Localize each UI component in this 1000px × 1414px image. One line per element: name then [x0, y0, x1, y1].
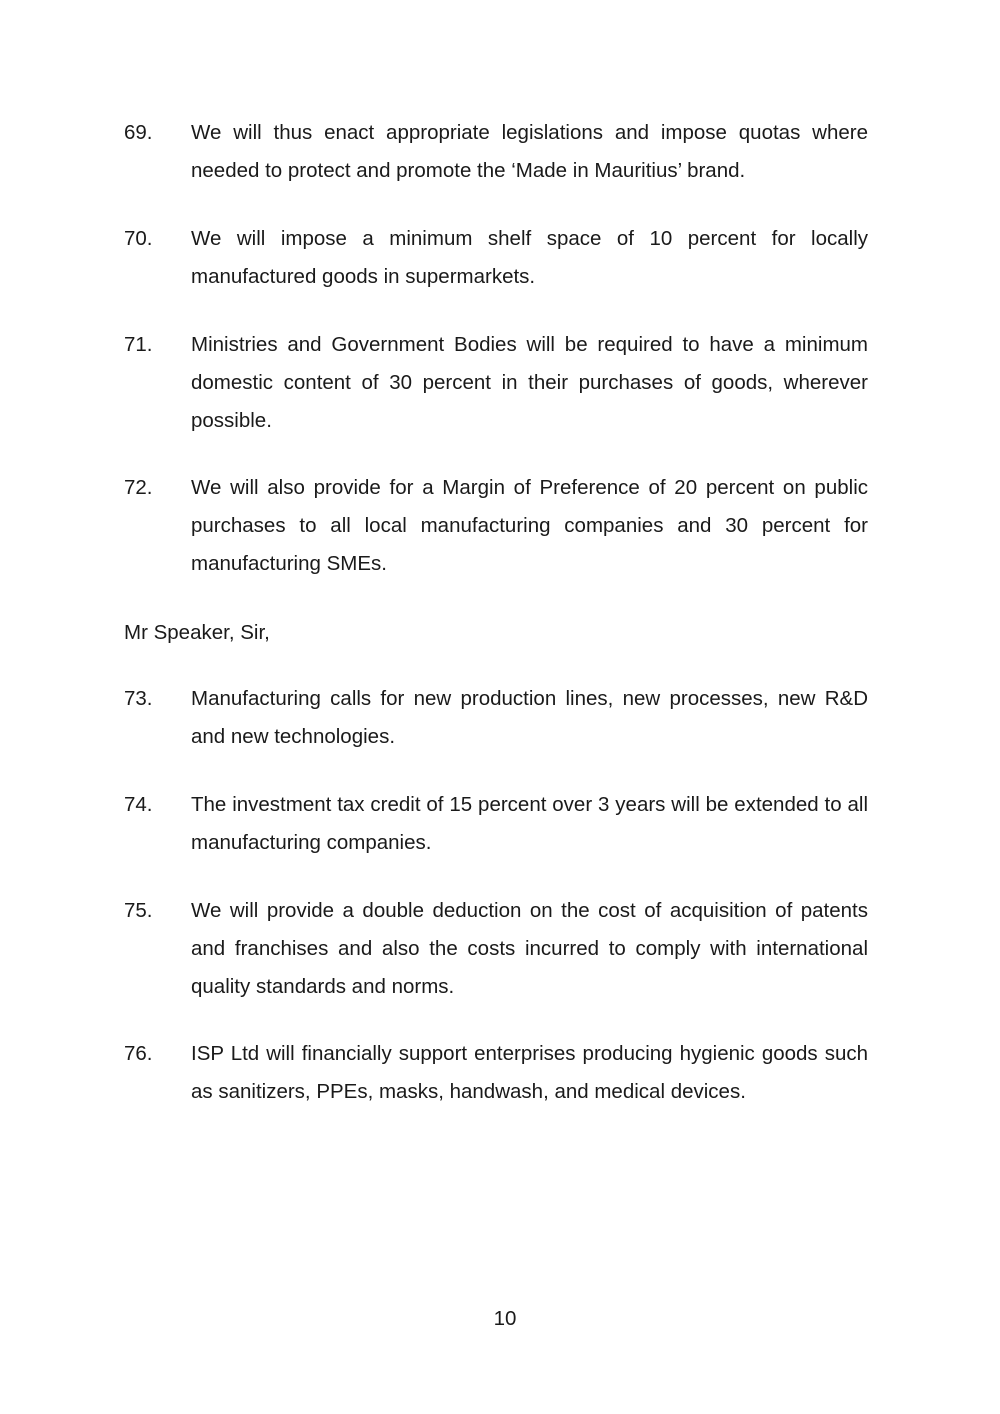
paragraph-text: Manufacturing calls for new production lines, new processes, new R&D and new technologies.	[191, 687, 868, 748]
paragraph-70	[124, 220, 868, 296]
paragraph-text: ISP Ltd will financially support enterprises producing hygienic goods such as sanitizers, PPEs, masks, handwash, and medical devices.	[191, 1042, 868, 1103]
paragraph-text: We will thus enact appropriate legislations and impose quotas where needed to protect and promote the ‘Made in Mauritius’ brand.	[191, 121, 868, 182]
paragraph-number: 70.	[124, 227, 153, 250]
paragraph-number: 74.	[124, 793, 153, 816]
paragraph-76	[124, 1035, 868, 1111]
paragraph-69	[124, 114, 868, 190]
paragraph-number: 75.	[124, 899, 153, 922]
paragraph-text: The investment tax credit of 15 percent over 3 years will be extended to all manufacturing companies.	[191, 793, 868, 854]
paragraph-72	[124, 469, 868, 583]
paragraph-text: We will impose a minimum shelf space of 10 percent for locally manufactured goods in supermarkets.	[191, 227, 868, 288]
paragraph-71	[124, 326, 868, 440]
paragraph-number: 69.	[124, 121, 153, 144]
paragraph-75	[124, 892, 868, 1006]
paragraph-number: 71.	[124, 333, 153, 356]
paragraph-number: 72.	[124, 476, 153, 499]
salutation: Mr Speaker, Sir,	[124, 621, 270, 644]
paragraph-74	[124, 786, 868, 862]
paragraph-text: Ministries and Government Bodies will be required to have a minimum domestic content of 30 percent in their purchases of goods, wherever possible.	[191, 333, 868, 432]
paragraph-text: We will also provide for a Margin of Preference of 20 percent on public purchases to all local manufacturing companies and 30 percent for manufacturing SMEs.	[191, 476, 868, 575]
paragraph-number: 73.	[124, 687, 153, 710]
paragraph-number: 76.	[124, 1042, 153, 1065]
page-number: 10	[493, 1307, 517, 1330]
paragraph-text: We will provide a double deduction on the cost of acquisition of patents and franchises and also the costs incurred to comply with international quality standards and norms.	[191, 899, 868, 998]
paragraph-73	[124, 680, 868, 756]
